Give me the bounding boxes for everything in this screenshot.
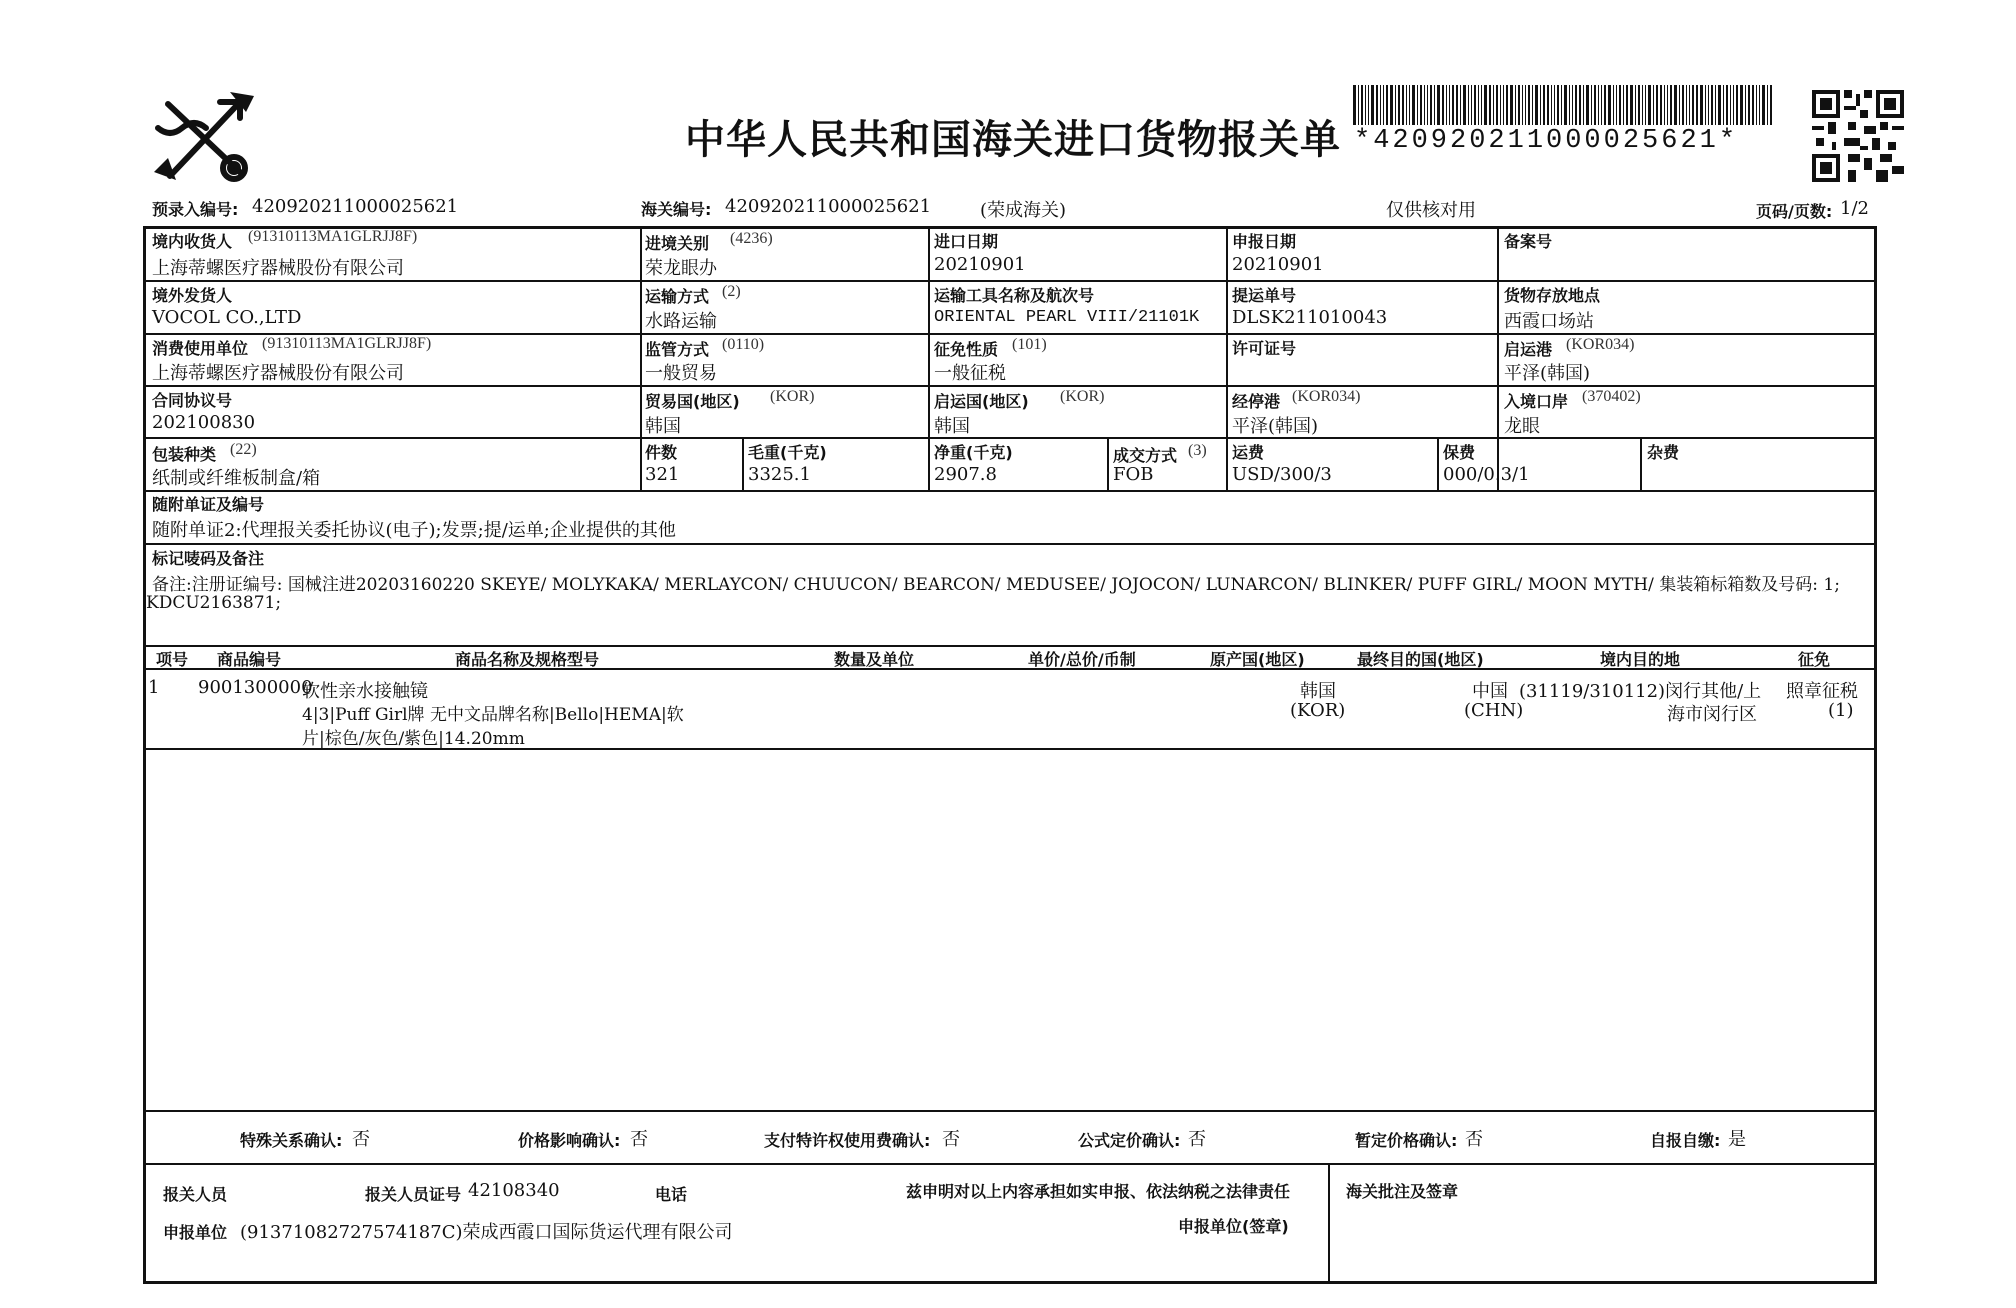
verify-only-note: 仅供核对用 [1386,200,1476,221]
barcode-bar [1736,85,1738,125]
goods-header-levy: 征免 [1798,650,1831,669]
barcode-bar [1380,85,1381,125]
barcode-bar [1689,85,1690,125]
barcode-bar [1645,85,1646,125]
self-pay-label: 自报自缴: [1650,1131,1721,1150]
barcode-bar [1478,85,1479,125]
license-label: 许可证号 [1232,339,1297,358]
consumer-value: 上海蒂螺医疗器械股份有限公司 [152,363,404,384]
barcode-bar [1417,85,1418,125]
barcode-bar [1623,85,1624,125]
barcode-bar [1608,85,1611,125]
barcode-bar [1484,85,1487,125]
barcode-bar [1756,85,1757,125]
item-domestic-dest: (31119/310112)闵行其他/上 [1519,681,1762,702]
deal-label: 成交方式 [1113,446,1178,465]
barcode-bar [1547,85,1549,125]
depart-port-value: 平泽(韩国) [1504,363,1591,384]
transport-mode-value: 水路运输 [645,311,717,332]
barcode-bar [1575,85,1577,125]
divider [1107,437,1109,490]
customs-no-value: 420920211000025621 [725,196,932,217]
barcode-bar [1434,85,1435,125]
declare-date-value: 20210901 [1232,254,1324,275]
trade-country-value: 韩国 [645,416,681,437]
declaring-unit-value: (91371082727574187C)荣成西霞口国际货运代理有限公司 [240,1222,733,1243]
barcode-bar [1718,85,1721,125]
supervision-code: (0110) [722,336,765,353]
barcode-bar [1557,85,1559,125]
declare-date-label: 申报日期 [1232,232,1297,251]
barcode-bar [1762,85,1765,125]
barcode-bar [1442,85,1444,125]
customs-note-label: 海关批注及签章 [1346,1182,1459,1201]
marks-line-2: KDCU2163871; [146,593,282,613]
pieces-value: 321 [645,464,680,485]
levy-value: 一般征税 [934,363,1006,384]
supervision-value: 一般贸易 [645,363,717,384]
insurance-label: 保费 [1443,443,1476,462]
entry-port-label: 入境口岸 [1504,392,1569,411]
barcode-bar [1569,85,1570,125]
barcode-bar [1402,85,1404,125]
barcode-bar [1572,85,1573,125]
via-port-value: 平泽(韩国) [1232,416,1319,437]
barcode-bar [1561,85,1562,125]
page-value: 1/2 [1840,198,1869,219]
barcode-bar [1452,85,1454,125]
barcode-bar [1686,85,1687,125]
marks-line-1: 备注:注册证编号: 国械注进20203160220 SKEYE/ MOLYKAKA/ MERLAYCON/ CHUUCON/ BEARCON/ MEDUSEE/ JOJOCON/ LUNARCON/ BLINKER/ PUFF GIRL/ MOON MYTH/ 集装箱标箱数及号码: 1; [152,575,1840,595]
barcode-bar [1642,85,1643,125]
barcode-bar [1395,85,1396,125]
item-origin-code: (KOR) [1290,700,1346,721]
shipper-label: 境外发货人 [152,286,233,305]
storage-value: 西霞口场站 [1504,311,1594,332]
barcode-bar [1667,85,1668,125]
barcode-bar [1770,85,1772,125]
barcode-bar [1619,85,1621,125]
legal-statement: 兹申明对以上内容承担如实申报、依法纳税之法律责任 [906,1182,1291,1201]
barcode-bar [1711,85,1713,125]
barcode-bar [1543,85,1545,125]
declarant-cert-label: 报关人员证号 [365,1185,462,1204]
entry-office-code: (4236) [730,230,773,247]
entry-port-value: 龙眼 [1504,416,1540,437]
document-title: 中华人民共和国海关进口货物报关单 [685,117,1341,163]
barcode-bar [1430,85,1432,125]
contract-value: 202100830 [152,412,256,433]
barcode-bar [1660,85,1662,125]
barcode-bar [1583,85,1584,125]
barcode-bar [1535,85,1538,125]
barcode-bar [1463,85,1466,125]
item-domestic-dest-line-2: 海市闵行区 [1667,704,1757,725]
misc-label: 杂费 [1647,443,1680,462]
barcode-bar [1390,85,1393,125]
barcode-bar [1745,85,1746,125]
depart-country-label: 启运国(地区) [934,392,1029,411]
divider [144,543,1875,545]
barcode-bar [1437,85,1440,125]
gross-label: 毛重(千克) [748,443,827,462]
consignee-label: 境内收货人 [152,232,233,251]
special-relation-label: 特殊关系确认: [240,1131,343,1150]
royalty-label: 支付特许权使用费确认: [764,1131,931,1150]
pack-code: (22) [230,441,257,458]
divider [144,1163,1875,1165]
barcode-bar [1361,85,1363,125]
goods-header-no: 项号 [156,650,189,669]
barcode-bar [1489,85,1491,125]
pack-value: 纸制或纤维板制盒/箱 [152,468,321,489]
trade-country-label: 贸易国(地区) [645,392,740,411]
freight-value: USD/300/3 [1232,464,1332,485]
barcode-bar [1365,85,1366,125]
depart-country-value: 韩国 [934,416,970,437]
barcode-bar [1409,85,1410,125]
barcode-bar [1500,85,1501,125]
barcode-bar [1730,85,1731,125]
barcode-bar [1708,85,1709,125]
barcode-bar [1648,85,1651,125]
item-code: 9001300000 [198,677,313,698]
barcode-bar [1653,85,1654,125]
barcode-bar [1506,85,1508,125]
royalty-value: 否 [942,1129,960,1150]
pack-label: 包装种类 [152,445,217,464]
price-impact-value: 否 [630,1129,648,1150]
self-pay-value: 是 [1728,1129,1746,1150]
import-date-value: 20210901 [934,254,1026,275]
consumer-code: (91310113MA1GLRJJ8F) [262,335,432,352]
via-port-code: (KOR034) [1292,388,1361,405]
barcode-bar [1460,85,1461,125]
barcode-bar [1493,85,1494,125]
deal-code: (3) [1188,442,1207,459]
divider [144,490,1875,492]
barcode-bar [1696,85,1698,125]
net-value: 2907.8 [934,464,997,485]
barcode-bar [1383,85,1384,125]
supervision-label: 监管方式 [645,340,710,359]
barcode-bar [1554,85,1555,125]
goods-header-code: 商品编号 [217,650,282,669]
record-no-label: 备案号 [1504,232,1553,251]
barcode-bar [1528,85,1530,125]
storage-label: 货物存放地点 [1504,286,1601,305]
docs-value: 随附单证2:代理报关委托协议(电子);发票;提/运单;企业提供的其他 [152,520,676,541]
goods-header-qty: 数量及单位 [834,650,915,669]
goods-header-price: 单价/总价/币制 [1028,650,1136,669]
goods-header-domestic: 境内目的地 [1600,650,1681,669]
barcode-bar [1733,85,1734,125]
barcode-bar [1740,85,1743,125]
goods-header-name: 商品名称及规格型号 [455,650,600,669]
divider [144,437,1875,439]
bl-label: 提运单号 [1232,286,1297,305]
consignee-value: 上海蒂螺医疗器械股份有限公司 [152,258,404,279]
net-label: 净重(千克) [934,443,1013,462]
divider [1640,437,1642,490]
contract-label: 合同协议号 [152,391,233,410]
gross-value: 3325.1 [748,464,811,485]
customs-emblem-logo [150,88,258,186]
divider [928,437,930,490]
barcode-bar [1371,85,1374,125]
barcode-bar [1613,85,1614,125]
deal-value: FOB [1113,464,1154,485]
barcode-bar [1635,85,1636,125]
item-destination-code: (CHN) [1464,700,1524,721]
barcode-bar [1638,85,1640,125]
barcode-bar [1540,85,1541,125]
barcode-bar [1630,85,1633,125]
customs-no-label: 海关编号: [641,200,712,219]
depart-port-label: 启运港 [1504,340,1553,359]
barcode-bar [1358,85,1359,125]
barcode-bar [1424,85,1425,125]
marks-label: 标记唛码及备注 [152,549,265,568]
pre-entry-value: 420920211000025621 [252,196,459,217]
barcode-bar [1398,85,1400,125]
barcode-bar [1705,85,1706,125]
barcode-bar [1679,85,1680,125]
entry-office-label: 进境关别 [645,234,710,253]
barcode-bar [1468,85,1469,125]
barcode-bar [1474,85,1476,125]
insurance-value: 000/0.3/1 [1443,464,1530,485]
transport-mode-code: (2) [722,283,741,300]
declaring-unit-seal-label: 申报单位(签章) [1178,1217,1289,1236]
goods-header-destination: 最终目的国(地区) [1357,650,1484,669]
barcode-bar [1759,85,1760,125]
phone-label: 电话 [655,1185,688,1204]
declarant-label: 报关人员 [163,1185,228,1204]
barcode-text: *420920211000025621* [1354,126,1739,156]
barcode-bar [1664,85,1665,125]
barcode-bar [1715,85,1716,125]
levy-code: (101) [1012,336,1047,353]
pieces-label: 件数 [645,443,678,462]
divider [640,437,642,490]
item-spec-line-2: 片|棕色/灰色/紫色|14.20mm [302,729,525,749]
barcode-bar [1471,85,1472,125]
divider [1226,437,1228,490]
barcode-bar [1515,85,1516,125]
barcode-bar [1598,85,1599,125]
pre-entry-label: 预录入编号: [152,200,239,219]
barcode-bar [1386,85,1388,125]
barcode-bar [1510,85,1513,125]
barcode-bar [1564,85,1567,125]
barcode-bar [1353,85,1356,125]
barcode-bar [1525,85,1526,125]
import-date-label: 进口日期 [934,232,999,251]
divider [742,437,744,490]
docs-label: 随附单证及编号 [152,495,265,514]
vessel-value: ORIENTAL PEARL VIII/21101K [934,308,1200,327]
price-impact-label: 价格影响确认: [518,1131,621,1150]
divider [144,1110,1875,1112]
customs-office: (荣成海关) [980,200,1067,221]
provisional-price-value: 否 [1465,1129,1483,1150]
barcode-bar [1496,85,1498,125]
barcode-bar [1616,85,1617,125]
barcode-bar [1674,85,1677,125]
item-levy: 照章征税 [1786,681,1858,702]
depart-country-code: (KOR) [1060,388,1105,405]
page-label: 页码/页数: [1756,202,1833,221]
item-spec-line-1: 4|3|Puff Girl牌 无中文品牌名称|Bello|HEMA|软 [302,705,684,725]
barcode-bar [1586,85,1589,125]
item-origin: 韩国 [1300,681,1336,702]
special-relation-value: 否 [352,1129,370,1150]
barcode-bar [1591,85,1592,125]
barcode-bar [1412,85,1415,125]
provisional-price-label: 暂定价格确认: [1355,1131,1458,1150]
divider [1437,437,1439,490]
entry-office-value: 荣龙眼办 [645,258,717,279]
levy-label: 征免性质 [934,340,999,359]
barcode-bar [1503,85,1504,125]
barcode-bar [1420,85,1422,125]
barcode-bar [1700,85,1703,125]
freight-label: 运费 [1232,443,1265,462]
barcode-bar [1656,85,1658,125]
barcode-bar [1723,85,1724,125]
declarant-cert-value: 42108340 [468,1180,560,1201]
transport-mode-label: 运输方式 [645,287,710,306]
item-levy-code: (1) [1828,700,1854,721]
barcode-bar [1456,85,1458,125]
barcode-bar [1726,85,1728,125]
barcode-image [1353,85,1791,125]
barcode-bar [1767,85,1768,125]
barcode-bar [1551,85,1552,125]
formula-price-value: 否 [1188,1129,1206,1150]
barcode-bar [1481,85,1482,125]
barcode-bar [1682,85,1684,125]
barcode-bar [1670,85,1672,125]
consignee-code: (91310113MA1GLRJJ8F) [248,228,418,245]
declaring-unit-label: 申报单位 [163,1223,228,1242]
shipper-value: VOCOL CO.,LTD [152,307,302,328]
item-destination: 中国 [1472,681,1508,702]
qr-code-image [1812,90,1904,182]
barcode-bar [1446,85,1447,125]
barcode-bar [1604,85,1606,125]
barcode-bar [1532,85,1533,125]
barcode-bar [1449,85,1450,125]
divider [144,385,1875,387]
divider [1497,227,1499,490]
barcode-bar [1427,85,1428,125]
divider [1328,1163,1330,1283]
barcode-bar [1626,85,1628,125]
barcode-bar [1406,85,1407,125]
depart-port-code: (KOR034) [1566,336,1635,353]
trade-country-code: (KOR) [770,388,815,405]
via-port-label: 经停港 [1232,392,1281,411]
entry-port-code: (370402) [1582,388,1641,405]
barcode-bar [1518,85,1520,125]
barcode-bar [1368,85,1369,125]
barcode-bar [1601,85,1602,125]
barcode-bar [1752,85,1754,125]
bl-value: DLSK211010043 [1232,307,1388,328]
barcode-bar [1748,85,1750,125]
item-name: 软性亲水接触镜 [302,681,428,702]
barcode-bar [1376,85,1378,125]
goods-header-origin: 原产国(地区) [1210,650,1305,669]
barcode-bar [1522,85,1523,125]
barcode-bar [1579,85,1581,125]
formula-price-label: 公式定价确认: [1078,1131,1181,1150]
consumer-label: 消费使用单位 [152,339,249,358]
divider [144,280,1875,282]
vessel-label: 运输工具名称及航次号 [934,286,1095,305]
barcode-bar [1692,85,1694,125]
item-no: 1 [148,677,160,698]
barcode-bar [1594,85,1596,125]
